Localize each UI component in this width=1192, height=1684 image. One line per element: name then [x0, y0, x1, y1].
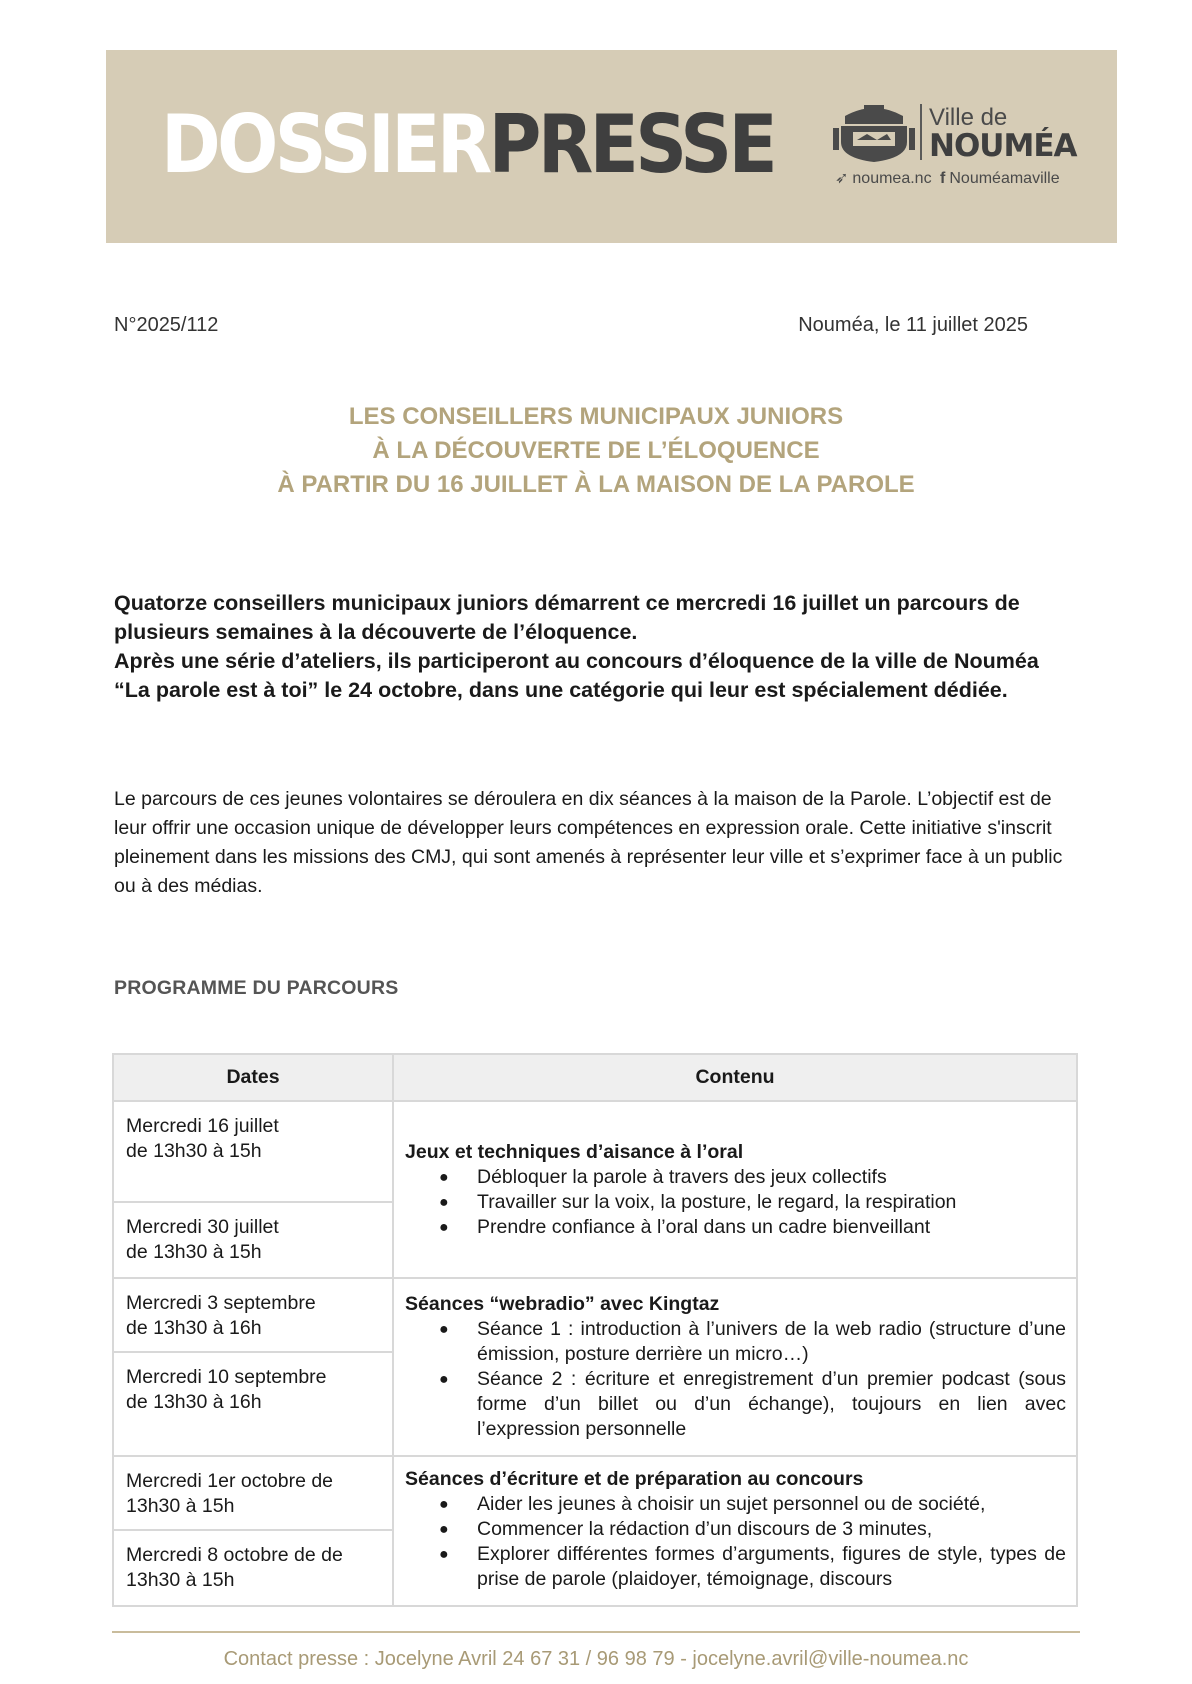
footer-divider	[112, 1631, 1080, 1633]
headline-line-2: À LA DÉCOUVERTE DE L’ÉLOQUENCE	[372, 437, 820, 464]
body-paragraph: Le parcours de ces jeunes volontaires se déroulera en dix séances à la maison de la Parole. L’objectif est de leur offrir une occasion unique de développer leurs compétences en expression orale. Cette initiative s'inscrit pleinement dans les missions des CMJ, qui sont amenés à représenter leur ville et s’exprimer face à un public ou à des médias.	[114, 788, 1063, 897]
headline-line-1: LES CONSEILLERS MUNICIPAUX JUNIORS	[348, 403, 844, 430]
date-cell	[113, 1456, 393, 1530]
footer-contact: Contact presse : Jocelyne Avril 24 67 31 / 96 98 79 - jocelyne.avril@ville-noumea.nc	[223, 1648, 969, 1670]
list-item: ● Explorer différentes formes d’arguments, figures de style, types de prise de parole (plaidoyer, témoignage, discours	[439, 1542, 1066, 1592]
date-time: de 13h30 à 15h	[126, 1140, 262, 1162]
headline	[106, 400, 1086, 502]
header-banner	[106, 50, 1117, 243]
logo-separator	[920, 104, 922, 160]
date-day: Mercredi 10 septembre	[126, 1366, 327, 1388]
date-day: Mercredi 8 octobre de de	[126, 1544, 343, 1566]
intro-sentence-1: Quatorze conseillers municipaux juniors démarrent ce mercredi 16 juillet un parcours de plusieurs semaines à la découverte de l’éloquence.	[114, 591, 1020, 644]
content-title: Séances “webradio” avec Kingtaz	[405, 1293, 720, 1315]
list-item: ● Débloquer la parole à travers des jeux collectifs	[439, 1165, 1066, 1190]
facebook-icon: f	[940, 170, 946, 187]
date-time: 13h30 à 15h	[126, 1569, 235, 1591]
press-release-number: N°2025/112	[114, 314, 219, 336]
intro-sentence-2: Après une série d’ateliers, ils participeront au concours d’éloquence de la ville de Nouméa “La parole est à toi” le 24 octobre, dans une catégorie qui leur est spécialement dédiée.	[114, 649, 1039, 702]
date-cell	[113, 1101, 393, 1202]
date-day: Mercredi 3 septembre	[126, 1292, 316, 1314]
content-cell	[393, 1278, 1077, 1456]
list-item: ● Commencer la rédaction d’un discours de 3 minutes,	[439, 1517, 1066, 1542]
date-time: de 13h30 à 16h	[126, 1391, 262, 1413]
programme-table	[112, 1053, 1078, 1607]
press-release-date: Nouméa, le 11 juillet 2025	[798, 314, 1028, 336]
table-row	[113, 1456, 1077, 1530]
banner-title	[161, 98, 775, 191]
date-day: Mercredi 30 juillet	[126, 1216, 279, 1238]
list-item: ● Séance 2 : écriture et enregistrement d’un premier podcast (sous forme d’un billet ou d’un échange), toujours en lien avec l’expression personnelle	[439, 1367, 1066, 1442]
content-cell	[393, 1101, 1077, 1278]
table-row	[113, 1101, 1077, 1202]
content-points	[405, 1165, 1066, 1240]
banner-title-part1: DOSSIER	[161, 98, 489, 191]
date-time: de 13h30 à 15h	[126, 1241, 262, 1263]
social-web: noumea.nc	[852, 170, 932, 187]
headline-line-3: À PARTIR DU 16 JUILLET À LA MAISON DE LA PAROLE	[277, 471, 915, 498]
city-crest-icon	[831, 102, 917, 162]
date-cell	[113, 1202, 393, 1278]
date-day: Mercredi 16 juillet	[126, 1115, 279, 1137]
date-cell	[113, 1530, 393, 1606]
header-content: Contenu	[393, 1054, 1077, 1101]
bird-icon: ➶	[835, 170, 849, 187]
list-item: ● Séance 1 : introduction à l’univers de la web radio (structure d’une émission, posture derrière un micro…)	[439, 1317, 1066, 1367]
logo-ville-de: Ville de	[929, 104, 1008, 131]
logo-noumea: NOUMÉA	[929, 128, 1077, 164]
table-row	[113, 1278, 1077, 1352]
date-time: de 13h30 à 16h	[126, 1317, 262, 1339]
programme-title: PROGRAMME DU PARCOURS	[114, 977, 399, 999]
content-points	[405, 1492, 1066, 1592]
date-cell	[113, 1352, 393, 1456]
date-cell	[113, 1278, 393, 1352]
list-item: ● Travailler sur la voix, la posture, le regard, la respiration	[439, 1190, 1066, 1215]
logo-social-links	[835, 168, 1064, 188]
content-points	[405, 1317, 1066, 1442]
header-dates: Dates	[113, 1054, 393, 1101]
city-logo	[831, 102, 1077, 192]
banner-title-part2: PRESSE	[488, 98, 775, 191]
intro-paragraph	[114, 589, 1074, 705]
content-cell	[393, 1456, 1077, 1606]
table-header-row	[113, 1054, 1077, 1101]
list-item: ● Prendre confiance à l’oral dans un cadre bienveillant	[439, 1215, 1066, 1240]
content-title: Jeux et techniques d’aisance à l’oral	[405, 1140, 744, 1163]
date-day: Mercredi 1er octobre de	[126, 1470, 334, 1492]
list-item: ● Aider les jeunes à choisir un sujet personnel ou de société,	[439, 1492, 1066, 1517]
social-facebook: Nouméamaville	[949, 170, 1060, 187]
content-title: Séances d’écriture et de préparation au concours	[405, 1468, 864, 1490]
date-time: 13h30 à 15h	[126, 1495, 235, 1517]
